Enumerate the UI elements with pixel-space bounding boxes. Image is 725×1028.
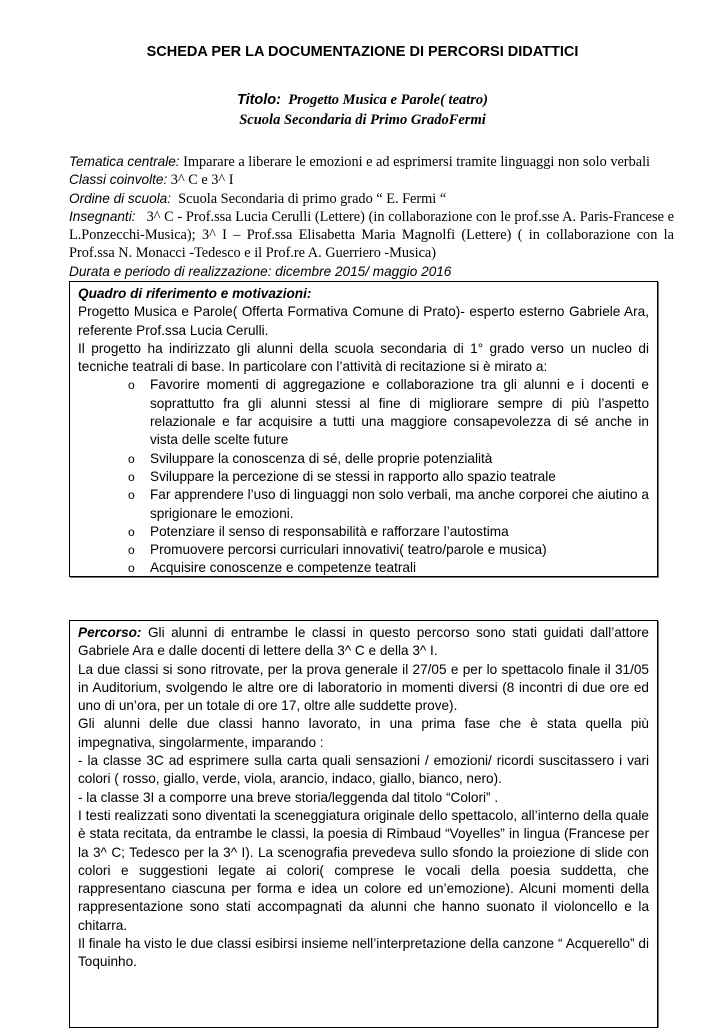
titolo-value: Progetto Musica e Parole( teatro) [288, 92, 489, 108]
bullet-icon: o [128, 451, 135, 466]
tematica-label: Tematica centrale: [69, 154, 180, 169]
bullet-icon: o [128, 561, 135, 576]
objective-item [128, 523, 649, 541]
school-name: Scuola Secondaria di Primo GradoFermi [239, 112, 486, 128]
quadro-box [69, 281, 658, 577]
bullet-icon: o [128, 543, 135, 558]
objective-item [128, 450, 649, 468]
percorso-paragraphs [78, 661, 649, 972]
percorso-paragraph: - la classe 3C ad esprimere sulla carta quali sensazioni / emozioni/ ricordi suscitassero i vari colori ( rosso, giallo, verde, viola, arancio, indaco, giallo, bianco, nero). [78, 753, 649, 787]
percorso-heading: Percorso: [78, 625, 142, 640]
project-metadata [69, 153, 674, 281]
ordine-value: Scuola Secondaria di primo grado “ E. Fermi “ [178, 190, 447, 207]
objective-text: Potenziare il senso di responsabilità e rafforzare l’autostima [150, 523, 509, 539]
quadro-heading: Quadro di riferimento e motivazioni: [78, 286, 312, 301]
project-heading [0, 90, 725, 130]
ordine-label: Ordine di scuola: [69, 190, 172, 206]
insegnanti-value: 3^ C - Prof.ssa Lucia Cerulli (Lettere) (in collaborazione con le prof.sse A. Paris-Francese e L.Ponzecchi-Musica); 3^ I – Prof.ssa Elisabetta Maria Magnolfi (Lettere) ( in collaborazione con la Prof.ssa N. Monacci -Tedesco e il Prof.re A. Guerriero -Musica) [69, 208, 674, 262]
classi-value: 3^ C e 3^ I [170, 172, 234, 189]
objective-item [128, 559, 649, 577]
percorso-paragraph: - la classe 3I a comporre una breve storia/leggenda dal titolo “Colori” . [78, 789, 499, 805]
percorso-paragraph: I testi realizzati sono diventati la sceneggiatura originale dello spettacolo, all’interno della quale è stata recitata, da entrambe le classi, la poesia di Rimbaud “Voyelles” in lingua (Francese per la 3^ C; Tedesco per la 3^ I). La scenografia prevedeva sullo sfondo la proiezione di slide con colori e suggestioni legate ai colori( comprese le vocali della poesia suddetta, che rappresentano ciascuna per forma e idea un colore ed un’emozione). Alcuni momenti della rappresentazione sono stati accompagnati da alunni che hanno suonato il violoncello e la chitarra. [78, 807, 649, 933]
objective-text: Sviluppare la conoscenza di sé, delle proprie potenzialità [150, 450, 493, 466]
insegnanti-label: Insegnanti: [69, 208, 136, 224]
percorso-paragraph: Gli alunni delle due classi hanno lavorato, in una prima fase che è stata quella più impegnativa, singolarmente, imparando : [78, 716, 649, 750]
objective-text: Far apprendere l’uso di linguaggi non solo verbali, ma anche corporei che aiutino a sprigionare le emozioni. [150, 487, 649, 521]
objective-item [128, 376, 649, 449]
percorso-intro: Gli alunni di entrambe le classi in questo percorso sono stati guidati dall’attore Gabriele Ara e dalle docenti di lettere della 3^ C e della 3^ I. [78, 625, 649, 659]
percorso-paragraph: Il finale ha visto le due classi esibirsi insieme nell’interpretazione della canzone “ Acquerello” di Toquinho. [78, 936, 649, 970]
objective-text: Acquisire conoscenze e competenze teatrali [150, 560, 416, 576]
objective-item [128, 468, 649, 486]
quadro-paragraph: Progetto Musica e Parole( Offerta Formativa Comune di Prato)- esperto esterno Gabriele Ara, referente Prof.ssa Lucia Cerulli. [78, 304, 649, 338]
document-title: SCHEDA PER LA DOCUMENTAZIONE DI PERCORSI DIDATTICI [146, 44, 579, 60]
quadro-paragraph: Il progetto ha indirizzato gli alunni della scuola secondaria di 1° grado verso un nucleo di tecniche teatrali di base. In particolare con l’attività di recitazione si è mirato a: [78, 340, 649, 375]
objective-text: Promuovere percorsi curriculari innovativi( teatro/parole e musica) [150, 542, 547, 558]
percorso-paragraph: La due classi si sono ritrovate, per la prova generale il 27/05 e per lo spettacolo finale il 31/05 in Auditorium, svolgendo le altre ore di laboratorio in momenti diversi (8 incontri di due ore ed uno di un’ora, per un totale di ore 17, oltre alle suddette prove). [78, 661, 649, 714]
objective-text: Sviluppare la percezione di se stessi in rapporto allo spazio teatrale [150, 468, 556, 484]
percorso-box [69, 620, 658, 1028]
objective-text: Favorire momenti di aggregazione e collaborazione tra gli alunni e i docenti e soprattutto fra gli alunni stessi al fine di migliorare sempre di più l’aspetto relazionale e far acquisire a tutti una maggiore consapevolezza di sé anche in vista delle scelte future [150, 377, 649, 448]
bullet-icon: o [128, 488, 135, 503]
tematica-value: Imparare a liberare le emozioni e ad esprimersi tramite linguaggi non solo verbali [183, 154, 651, 170]
objective-item [128, 486, 649, 523]
objective-item [128, 541, 649, 559]
durata: Durata e periodo di realizzazione: dicembre 2015/ maggio 2016 [69, 263, 452, 279]
objectives-list [78, 376, 649, 577]
classi-label: Classi coinvolte: [69, 172, 168, 188]
bullet-icon: o [128, 524, 135, 539]
bullet-icon: o [128, 378, 135, 393]
titolo-label: Titolo: [236, 92, 281, 108]
bullet-icon: o [128, 469, 135, 484]
